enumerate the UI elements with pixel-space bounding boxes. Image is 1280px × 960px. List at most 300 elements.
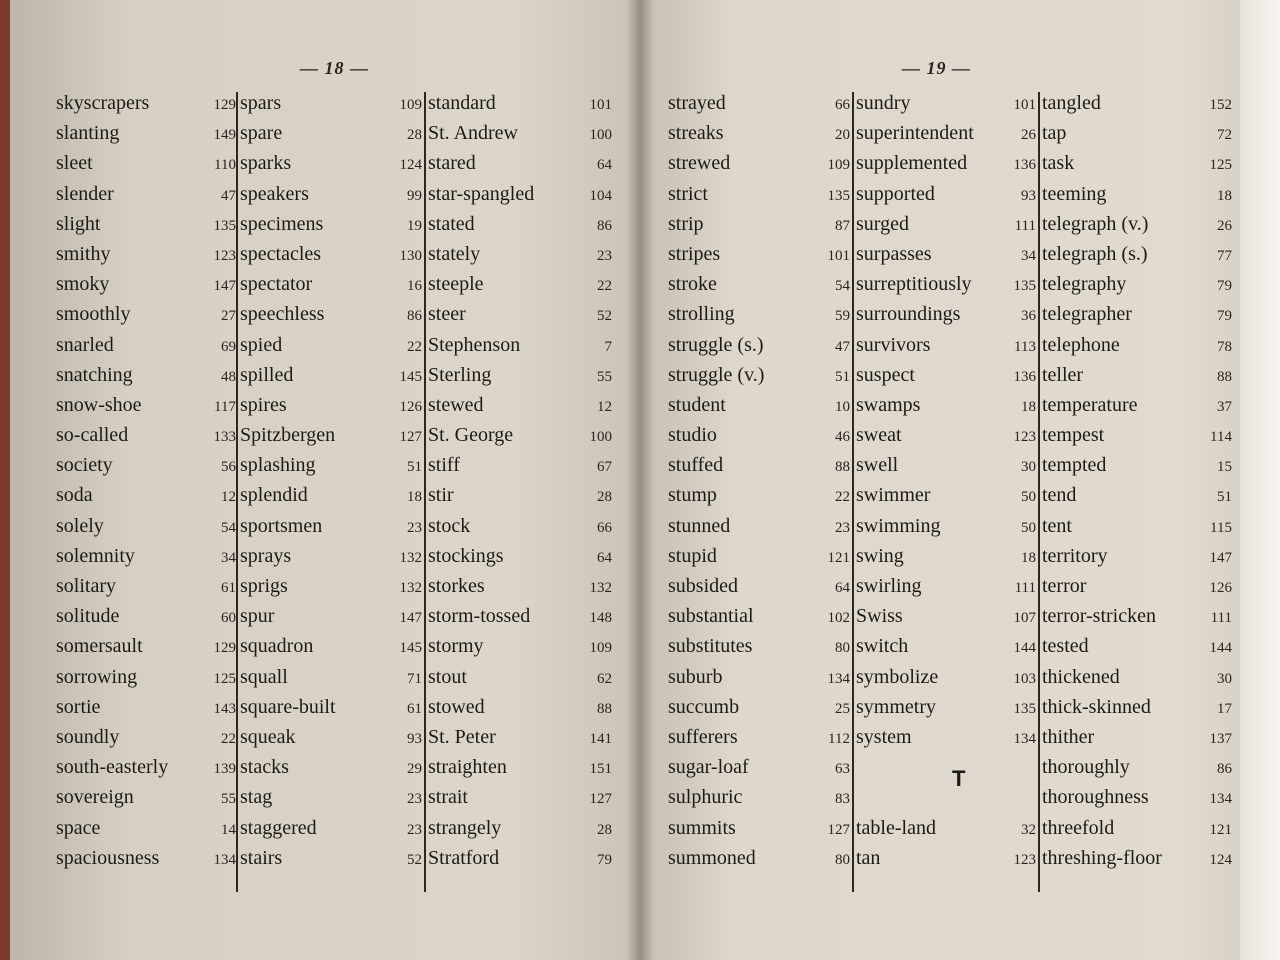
index-word: spur — [240, 605, 275, 628]
index-word: spied — [240, 333, 283, 356]
index-entry — [1042, 330, 1232, 360]
index-word: surged — [856, 212, 909, 235]
index-entry — [856, 420, 1038, 450]
index-entry — [1042, 299, 1232, 329]
page-reference: 62 — [597, 670, 612, 687]
index-entry — [56, 813, 238, 843]
index-word: smithy — [56, 242, 111, 265]
index-entry — [668, 813, 852, 843]
index-entry — [56, 88, 238, 118]
index-word: squeak — [240, 725, 296, 748]
index-entry — [240, 88, 424, 118]
page-reference: 135 — [827, 187, 850, 204]
page-reference: 101 — [1013, 97, 1036, 113]
index-word: territory — [1042, 544, 1108, 567]
index-word: straighten — [428, 756, 507, 779]
page-reference: 134 — [1209, 791, 1232, 808]
page-reference: 129 — [213, 640, 236, 657]
index-word: storm-tossed — [428, 605, 531, 628]
index-entry — [56, 209, 238, 239]
index-entry — [668, 269, 852, 299]
index-word: threefold — [1042, 816, 1115, 839]
index-entry — [668, 843, 852, 873]
index-entry — [428, 330, 612, 360]
index-entry — [240, 782, 424, 812]
index-entry — [240, 692, 424, 722]
index-entry — [56, 179, 238, 209]
index-entry — [240, 360, 424, 390]
index-entry — [56, 631, 238, 661]
index-entry — [240, 752, 424, 782]
index-entry — [856, 752, 1038, 782]
page-reference: 86 — [597, 217, 612, 234]
index-entry — [56, 239, 238, 269]
index-word: skyscrapers — [56, 92, 150, 114]
index-entry — [856, 601, 1038, 631]
index-entry — [56, 360, 238, 390]
index-entry — [1042, 209, 1232, 239]
index-word: solitude — [56, 605, 120, 628]
index-entry — [1042, 480, 1232, 510]
page-reference: 18 — [1021, 549, 1036, 566]
index-word: solitary — [56, 575, 116, 597]
page-reference: 123 — [1013, 429, 1036, 446]
index-entry — [428, 360, 612, 390]
page-reference: 129 — [213, 97, 236, 113]
page-reference: 26 — [1021, 127, 1036, 144]
page-reference: 121 — [827, 549, 850, 566]
index-word: tempted — [1042, 454, 1107, 477]
index-entry — [428, 692, 612, 722]
page-reference: 52 — [407, 851, 422, 868]
page-reference: 127 — [399, 429, 422, 446]
index-entry — [240, 239, 424, 269]
page-reference: 134 — [1013, 730, 1036, 747]
index-word: spires — [240, 393, 287, 416]
page-reference: 28 — [597, 489, 612, 506]
index-word: tent — [1042, 514, 1072, 537]
page-reference: 132 — [399, 580, 422, 596]
page-reference: 132 — [399, 549, 422, 566]
page-reference: 66 — [835, 97, 850, 113]
index-word: suspect — [856, 363, 915, 386]
index-entry — [56, 782, 238, 812]
index-word: teller — [1042, 363, 1084, 386]
index-entry — [1042, 752, 1232, 782]
index-entry — [56, 692, 238, 722]
index-word: slight — [56, 212, 101, 235]
page-reference: 109 — [399, 97, 422, 113]
index-column — [1042, 88, 1232, 873]
index-entry — [856, 239, 1038, 269]
index-entry — [668, 209, 852, 239]
index-word: south-easterly — [56, 756, 169, 779]
page-reference: 10 — [835, 398, 850, 415]
page-reference: 124 — [1209, 851, 1232, 868]
index-entry — [56, 843, 238, 873]
page-reference: 133 — [213, 429, 236, 446]
index-word: task — [1042, 152, 1075, 175]
page-reference: 147 — [1209, 549, 1232, 566]
page-reference: 34 — [221, 549, 236, 566]
index-entry — [1042, 88, 1232, 118]
index-word: stared — [428, 152, 476, 175]
index-word: spilled — [240, 363, 294, 386]
index-entry — [428, 269, 612, 299]
index-word: sufferers — [668, 725, 738, 748]
page-reference: 64 — [835, 580, 850, 596]
index-word: terror-stricken — [1042, 605, 1156, 628]
index-entry — [56, 330, 238, 360]
index-entry — [428, 662, 612, 692]
page-reference: 147 — [213, 278, 236, 295]
index-entry — [56, 420, 238, 450]
index-entry — [240, 511, 424, 541]
index-entry — [56, 299, 238, 329]
index-word: surroundings — [856, 303, 961, 326]
index-entry — [668, 511, 852, 541]
page-reference: 54 — [835, 278, 850, 295]
index-entry — [668, 541, 852, 571]
page-reference: 127 — [589, 791, 612, 808]
page-reference: 71 — [407, 670, 422, 687]
page-reference: 18 — [1217, 187, 1232, 204]
index-word: studio — [668, 424, 717, 447]
page-reference: 114 — [1210, 429, 1232, 446]
page-reference: 111 — [1014, 217, 1036, 234]
page-reference: 77 — [1217, 247, 1232, 264]
page-reference: 147 — [399, 610, 422, 627]
index-entry — [428, 511, 612, 541]
page-reference: 93 — [407, 730, 422, 747]
index-entry — [56, 269, 238, 299]
page-reference: 111 — [1014, 580, 1036, 596]
page-reference: 107 — [1013, 610, 1036, 627]
page-reference: 79 — [597, 851, 612, 868]
index-word: tan — [856, 846, 881, 869]
index-word: supplemented — [856, 152, 968, 175]
book-gutter — [626, 0, 654, 960]
index-word: Sterling — [428, 363, 492, 386]
index-word: smoothly — [56, 303, 131, 326]
page-reference: 28 — [407, 127, 422, 144]
index-word: sorrowing — [56, 665, 138, 688]
index-entry — [668, 480, 852, 510]
index-entry — [428, 239, 612, 269]
index-entry — [856, 571, 1038, 601]
page-reference: 20 — [835, 127, 850, 144]
index-word: spars — [240, 92, 282, 114]
index-word: sulphuric — [668, 786, 743, 809]
index-entry — [240, 662, 424, 692]
index-column — [668, 88, 852, 873]
index-entry — [240, 330, 424, 360]
page-reference: 144 — [1209, 640, 1232, 657]
page-reference: 141 — [589, 730, 612, 747]
index-entry — [856, 692, 1038, 722]
index-entry — [428, 722, 612, 752]
index-entry — [428, 88, 612, 118]
index-word: stately — [428, 242, 481, 265]
index-word: stock — [428, 514, 471, 537]
page-reference: 23 — [407, 791, 422, 808]
index-word: swimming — [856, 514, 941, 537]
index-word: solely — [56, 514, 104, 537]
index-entry — [428, 118, 612, 148]
index-entry — [240, 118, 424, 148]
index-entry — [56, 511, 238, 541]
page-reference: 72 — [1217, 127, 1232, 144]
page-reference: 148 — [589, 610, 612, 627]
index-entry — [856, 88, 1038, 118]
index-entry — [1042, 450, 1232, 480]
index-entry — [428, 148, 612, 178]
index-word: sprays — [240, 544, 292, 567]
index-word: stupid — [668, 544, 717, 567]
page-reference: 29 — [407, 761, 422, 778]
index-word: steer — [428, 303, 466, 326]
page-reference: 86 — [407, 308, 422, 325]
index-word: sugar-loaf — [668, 756, 749, 779]
index-word: table-land — [856, 816, 936, 839]
index-word: Spitzbergen — [240, 424, 336, 447]
page-reference: 12 — [221, 489, 236, 506]
index-entry — [1042, 571, 1232, 601]
index-word: swirling — [856, 575, 922, 597]
index-entry — [428, 420, 612, 450]
index-word: St. Andrew — [428, 122, 518, 145]
index-word: tempest — [1042, 424, 1105, 447]
index-entry — [1042, 541, 1232, 571]
index-word: thoroughly — [1042, 756, 1130, 779]
index-word: space — [56, 816, 101, 839]
page-reference: 93 — [1021, 187, 1036, 204]
index-word: stated — [428, 212, 475, 235]
page-reference: 22 — [835, 489, 850, 506]
index-entry — [668, 662, 852, 692]
index-entry — [856, 541, 1038, 571]
index-entry — [856, 722, 1038, 752]
index-word: stacks — [240, 756, 289, 779]
page-reference: 80 — [835, 640, 850, 657]
index-entry — [240, 571, 424, 601]
page-reference: 83 — [835, 791, 850, 808]
index-entry — [856, 631, 1038, 661]
index-entry — [240, 631, 424, 661]
index-word: summits — [668, 816, 736, 839]
index-word: swamps — [856, 393, 921, 416]
index-word: splashing — [240, 454, 316, 477]
page-reference: 37 — [1217, 398, 1232, 415]
page-reference: 99 — [407, 187, 422, 204]
index-word: spaciousness — [56, 846, 160, 869]
index-word: strict — [668, 182, 708, 205]
index-entry — [240, 148, 424, 178]
index-entry — [240, 269, 424, 299]
page-reference: 12 — [597, 398, 612, 415]
index-entry — [56, 480, 238, 510]
index-entry — [240, 480, 424, 510]
index-entry — [668, 752, 852, 782]
index-word: somersault — [56, 635, 143, 658]
index-entry — [668, 148, 852, 178]
index-entry — [1042, 601, 1232, 631]
index-word: strolling — [668, 303, 735, 326]
page-reference: 134 — [827, 670, 850, 687]
index-word: sweat — [856, 424, 902, 447]
page-reference: 152 — [1209, 97, 1232, 113]
index-word: telegraphy — [1042, 273, 1127, 296]
index-word: sovereign — [56, 786, 134, 809]
index-word: St. Peter — [428, 725, 496, 748]
page-reference: 112 — [828, 730, 850, 747]
page-reference: 78 — [1217, 338, 1232, 355]
index-word: struggle (s.) — [668, 333, 764, 356]
index-word: stowed — [428, 695, 485, 718]
index-entry — [856, 390, 1038, 420]
page-reference: 124 — [399, 157, 422, 174]
page-reference: 25 — [835, 700, 850, 717]
index-entry — [240, 450, 424, 480]
page-reference: 32 — [1021, 821, 1036, 838]
index-word: substantial — [668, 605, 754, 628]
index-entry — [856, 662, 1038, 692]
index-word: stormy — [428, 635, 484, 658]
index-word: stag — [240, 786, 273, 809]
page-reference: 145 — [399, 640, 422, 657]
index-word: squadron — [240, 635, 314, 658]
page-reference: 86 — [1217, 761, 1232, 778]
index-word: survivors — [856, 333, 931, 356]
index-word: telegrapher — [1042, 303, 1132, 326]
index-entry — [428, 450, 612, 480]
page-reference: 136 — [1013, 368, 1036, 385]
index-word: squall — [240, 665, 288, 688]
index-entry — [1042, 118, 1232, 148]
index-word: streaks — [668, 122, 724, 145]
page-reference: 56 — [221, 459, 236, 476]
index-word: subsided — [668, 575, 738, 597]
page-reference: 104 — [589, 187, 612, 204]
page-reference: 22 — [597, 278, 612, 295]
index-word: system — [856, 725, 912, 748]
index-word: star-spangled — [428, 182, 535, 205]
index-word: Stratford — [428, 846, 500, 869]
page-reference: 135 — [1013, 700, 1036, 717]
page-reference: 123 — [213, 247, 236, 264]
index-entry — [240, 420, 424, 450]
index-column — [56, 88, 238, 873]
index-word: suburb — [668, 665, 723, 688]
index-entry — [56, 541, 238, 571]
page-reference: 88 — [1217, 368, 1232, 385]
index-word: splendid — [240, 484, 308, 507]
index-word: telephone — [1042, 333, 1120, 356]
page-reference: 88 — [835, 459, 850, 476]
index-entry — [428, 813, 612, 843]
page-reference: 64 — [597, 157, 612, 174]
page-reference: 110 — [214, 157, 236, 174]
index-entry — [668, 450, 852, 480]
column-rule — [424, 92, 426, 892]
index-entry — [56, 722, 238, 752]
index-entry — [1042, 843, 1232, 873]
index-word: storkes — [428, 575, 485, 597]
page-reference: 79 — [1217, 278, 1232, 295]
page-reference: 51 — [1217, 489, 1232, 506]
index-word: stockings — [428, 544, 504, 567]
column-rule — [1038, 92, 1040, 892]
index-entry — [856, 782, 1038, 812]
page-reference: 48 — [221, 368, 236, 385]
index-entry — [240, 813, 424, 843]
index-entry — [428, 299, 612, 329]
page-reference: 16 — [407, 278, 422, 295]
page-reference: 18 — [407, 489, 422, 506]
index-word: stout — [428, 665, 467, 688]
page-reference: 67 — [597, 459, 612, 476]
page-reference: 127 — [827, 821, 850, 838]
page-reference: 54 — [221, 519, 236, 536]
index-word: Stephenson — [428, 333, 521, 356]
page-reference: 101 — [589, 97, 612, 113]
index-word: spare — [240, 122, 283, 145]
index-entry — [240, 209, 424, 239]
book-cover-edge — [0, 0, 10, 960]
index-column — [856, 88, 1038, 873]
index-entry — [1042, 662, 1232, 692]
index-word: stir — [428, 484, 454, 507]
index-entry — [856, 360, 1038, 390]
page-reference: 55 — [597, 368, 612, 385]
index-entry — [856, 179, 1038, 209]
index-entry — [668, 601, 852, 631]
index-word: stuffed — [668, 454, 724, 477]
index-entry — [856, 148, 1038, 178]
page-reference: 136 — [1013, 157, 1036, 174]
index-word: summoned — [668, 846, 756, 869]
page-reference: 51 — [407, 459, 422, 476]
index-entry — [1042, 813, 1232, 843]
index-entry — [1042, 179, 1232, 209]
page-reference: 144 — [1013, 640, 1036, 657]
index-word: spectator — [240, 273, 313, 296]
index-entry — [56, 752, 238, 782]
index-entry — [668, 239, 852, 269]
page-reference: 100 — [589, 127, 612, 144]
page-reference: 61 — [221, 580, 236, 596]
index-entry — [856, 843, 1038, 873]
index-word: smoky — [56, 273, 110, 296]
index-word: sortie — [56, 695, 101, 718]
index-word: strangely — [428, 816, 502, 839]
index-entry — [668, 88, 852, 118]
index-word: tangled — [1042, 92, 1101, 114]
index-entry — [668, 179, 852, 209]
page-reference: 125 — [1209, 157, 1232, 174]
page-reference: 130 — [399, 247, 422, 264]
index-word: switch — [856, 635, 909, 658]
page-reference: 15 — [1217, 459, 1232, 476]
index-word: Swiss — [856, 605, 903, 628]
index-word: swing — [856, 544, 904, 567]
index-word: stewed — [428, 393, 484, 416]
page-reference: 151 — [589, 761, 612, 778]
index-entry — [856, 480, 1038, 510]
index-entry — [428, 752, 612, 782]
page-number-left: — 18 — — [300, 58, 369, 78]
page-reference: 30 — [1021, 459, 1036, 476]
